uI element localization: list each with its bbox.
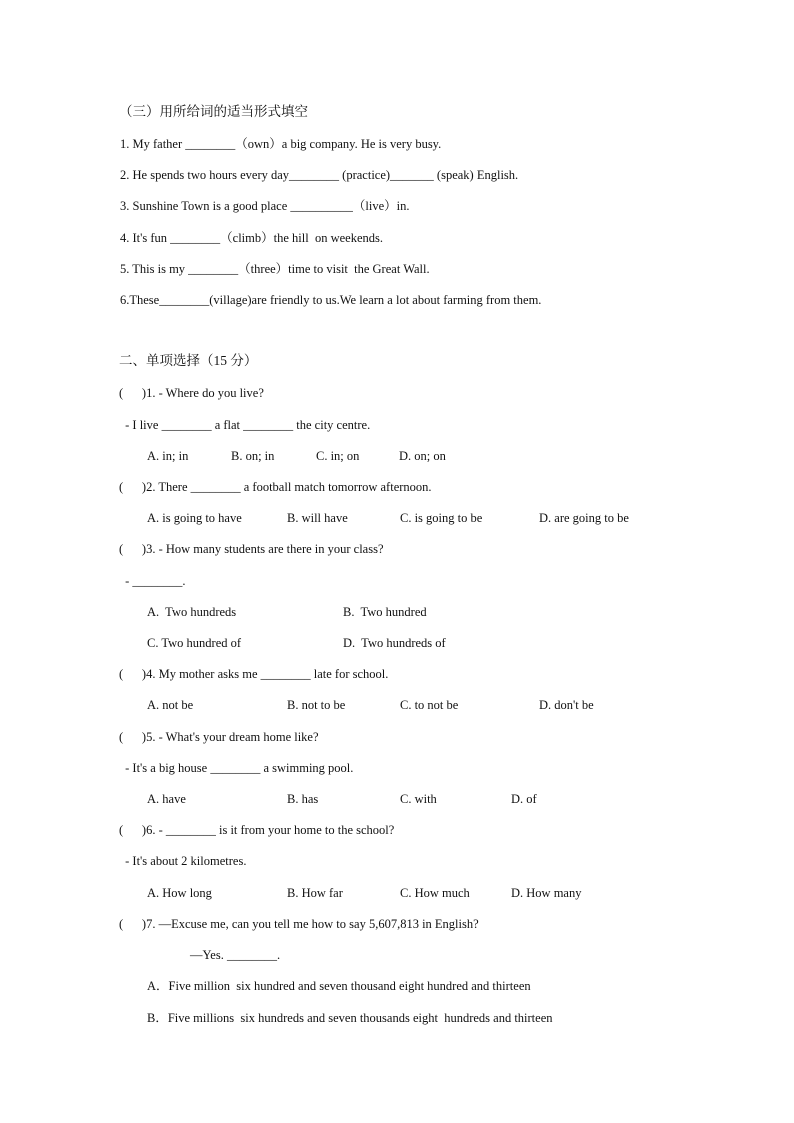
- q4-option-a: A. not be: [147, 698, 194, 712]
- q6-option-b: B. How far: [287, 886, 343, 900]
- q6-option-d: D. How many: [511, 886, 582, 900]
- question-2-stem: ( )2. There ________ a football match tomorrow afternoon.: [119, 480, 432, 494]
- q5-option-b: B. has: [287, 792, 319, 806]
- q2-option-b: B. will have: [287, 511, 348, 525]
- q5-option-c: C. with: [400, 792, 437, 806]
- question-1-sub: - I live ________ a flat ________ the city centre.: [122, 418, 371, 432]
- q3-option-d: D. Two hundreds of: [343, 636, 446, 650]
- q4-option-c: C. to not be: [400, 698, 459, 712]
- fill-item-4: 4. It's fun ________（climb）the hill on weekends.: [120, 231, 383, 245]
- q2-option-c: C. is going to be: [400, 511, 483, 525]
- q5-option-a: A. have: [147, 792, 186, 806]
- question-5-stem: ( )5. - What's your dream home like?: [119, 730, 319, 744]
- section-title: （三）用所给词的适当形式填空: [119, 104, 308, 119]
- q6-option-a: A. How long: [147, 886, 212, 900]
- q5-option-d: D. of: [511, 792, 537, 806]
- q1-option-b: B. on; in: [231, 449, 275, 463]
- question-3-sub: - ________.: [122, 574, 186, 588]
- q3-option-c: C. Two hundred of: [147, 636, 242, 650]
- q2-option-a: A. is going to have: [147, 511, 242, 525]
- q1-option-a: A. in; in: [147, 449, 189, 463]
- fill-item-1: 1. My father ________（own）a big company. He is very busy.: [120, 137, 442, 151]
- part-title: 二、单项选择（15 分）: [119, 353, 258, 368]
- question-5-sub: - It's a big house ________ a swimming pool.: [122, 761, 354, 775]
- question-4-stem: ( )4. My mother asks me ________ late for school.: [119, 667, 389, 681]
- q4-option-b: B. not to be: [287, 698, 346, 712]
- q4-option-d: D. don't be: [539, 698, 594, 712]
- question-7-stem: ( )7. —Excuse me, can you tell me how to say 5,607,813 in English?: [119, 917, 479, 931]
- question-1-stem: ( )1. - Where do you live?: [119, 386, 264, 400]
- question-7-sub: —Yes. ________.: [190, 948, 281, 962]
- q2-option-d: D. are going to be: [539, 511, 629, 525]
- q3-option-a: A. Two hundreds: [147, 605, 237, 619]
- q7-option-b: B．Five millions six hundreds and seven thousands eight hundreds and thirteen: [147, 1011, 553, 1025]
- fill-item-2: 2. He spends two hours every day________ (practice)_______ (speak) English.: [120, 168, 519, 182]
- q6-option-c: C. How much: [400, 886, 470, 900]
- fill-item-5: 5. This is my ________（three）time to visit the Great Wall.: [120, 262, 430, 276]
- fill-item-6: 6.These________(village)are friendly to us.We learn a lot about farming from them.: [120, 293, 542, 307]
- q7-option-a: A．Five million six hundred and seven thousand eight hundred and thirteen: [147, 979, 531, 993]
- question-3-stem: ( )3. - How many students are there in your class?: [119, 542, 384, 556]
- q3-option-b: B. Two hundred: [343, 605, 427, 619]
- question-6-sub: - It's about 2 kilometres.: [122, 854, 247, 868]
- fill-item-3: 3. Sunshine Town is a good place __________（live）in.: [120, 199, 410, 213]
- q1-option-c: C. in; on: [316, 449, 360, 463]
- question-6-stem: ( )6. - ________ is it from your home to the school?: [119, 823, 395, 837]
- q1-option-d: D. on; on: [399, 449, 446, 463]
